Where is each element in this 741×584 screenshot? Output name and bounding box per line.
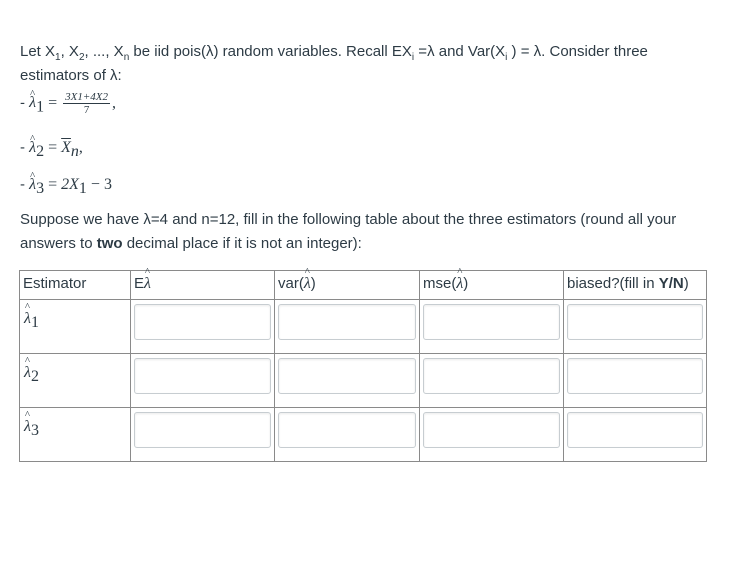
variance-input-3[interactable] [278,412,416,448]
sample-mean: $\overline{X}$ [61,139,71,156]
header-variance: var(^ λ) [275,271,420,300]
lambda-hat-1: ^ λ [29,91,36,115]
fraction: $\frac{3X1+4X2}{7}$ [65,91,109,116]
lambda-symbol: λ [205,43,214,60]
lambda-hat-3: ^ λ [29,173,36,197]
table-row [20,354,707,408]
prompt-line-2: answers to two decimal place if it is not an integer): [20,235,362,252]
expectation-input-1[interactable] [134,304,271,340]
header-expectation: E^ λ [131,271,275,300]
intro-line-2: estimators of λ: [20,67,122,84]
estimator-2-definition: - ^ $\lambda_2 = \overline{X}_n$, [20,136,83,160]
header-estimator: Estimator [20,271,131,300]
table-row [20,408,707,462]
lambda-symbol: λ [533,43,542,60]
table-header-row [20,271,707,300]
estimator-3-definition: - ^ $\lambda_3 = 2X_1 - 3$ [20,173,112,197]
lambda-symbol: λ [110,67,118,84]
header-biased: biased?(fill in Y/N) [564,271,707,300]
header-mse: mse(^ λ) [420,271,564,300]
expectation-input-2[interactable] [134,358,271,394]
answer-table [19,270,707,462]
mse-input-1[interactable] [423,304,560,340]
row-label-lambda-2: ^ $\lambda_2$ [20,354,131,408]
biased-input-1[interactable] [567,304,703,340]
row-label-lambda-1: ^ $\lambda_1$ [20,300,131,354]
estimator-1-definition: - ^ $\lambda_1$ = $\frac{3X1+4X2}{7}$ , [20,91,116,116]
biased-input-3[interactable] [567,412,703,448]
mse-input-3[interactable] [423,412,560,448]
intro-line-1: Let $X_1$, $X_2$, ..., $X_n$ be iid pois(λ) random variables. Recall $EX_i =\lambda$ and $Var(X_i$ ) = λ. Consider three [20,43,648,63]
biased-input-2[interactable] [567,358,703,394]
table-row [20,300,707,354]
lambda-hat-2: ^ λ [29,136,36,160]
prompt-line-1: Suppose we have λ=4 and n=12, fill in the following table about the three estimators (round all your [20,211,677,228]
lambda-symbol: λ [427,43,435,60]
variance-input-1[interactable] [278,304,416,340]
expectation-input-3[interactable] [134,412,271,448]
mse-input-2[interactable] [423,358,560,394]
row-label-lambda-3: ^ $\lambda_3$ [20,408,131,462]
variance-input-2[interactable] [278,358,416,394]
